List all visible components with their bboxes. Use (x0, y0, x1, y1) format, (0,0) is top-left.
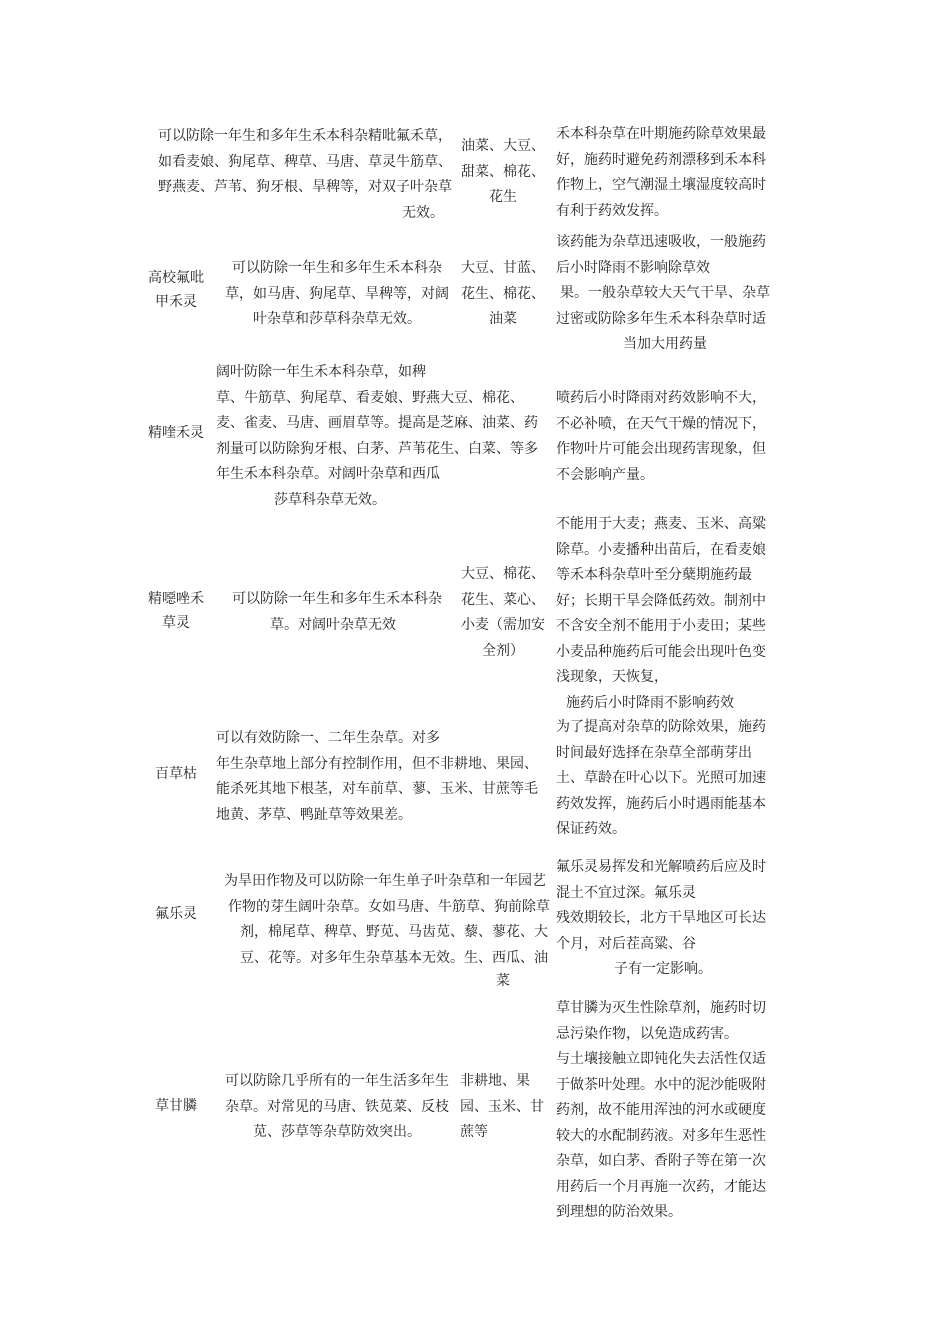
text-line: 氟乐灵易挥发和光解喷药后应及时 (556, 859, 766, 875)
effect-cell (216, 360, 546, 513)
text-line: 作物叶片可能会出现药害现象，但 (556, 441, 766, 457)
text-line: 浅现象，天恢复， (556, 669, 668, 685)
text-line: 好；长期干旱会降低药效。制剂中 (556, 592, 766, 609)
text-line: 油菜 (489, 311, 517, 327)
text-line: 果。一般杂草较大天气干旱、杂草 (560, 285, 770, 301)
text-line: 该药能为杂草迅速吸收，一般施药 (556, 234, 766, 250)
effect-cell (212, 1069, 462, 1146)
text-line: 草，如马唐、狗尾草、旱稗等，对阔 (225, 285, 449, 302)
text-line: 蔗等 (460, 1124, 488, 1140)
text-line: 如看麦娘、狗尾草、稗草、马唐、草灵牛筋草、 (158, 153, 452, 170)
text-line: 园、玉米、甘 (460, 1098, 544, 1115)
text-line: 草。对阔叶杂草无效 (270, 616, 396, 633)
text-line: 个月，对后茬高粱、谷 (556, 935, 696, 952)
text-line: 可以防除一年生和多年生禾本科杂 (232, 591, 442, 607)
text-line: 野燕麦、芦苇、狗牙根、旱稗等，对双子叶杂草 (158, 179, 452, 195)
note-cell (556, 512, 774, 716)
text-line: 甲禾灵 (155, 294, 197, 310)
text-line: 精喹禾灵 (148, 425, 204, 441)
effect-cell (212, 256, 462, 333)
effect-cell (224, 869, 554, 971)
text-line: 阔叶防除一年生禾本科杂草，如稗 (216, 364, 426, 380)
text-line: 忌污染作物，以免造成药害。 (556, 1025, 738, 1042)
text-line: 与土壤接触立即钝化失去活性仅适 (556, 1051, 766, 1067)
text-line: 氟乐灵 (155, 906, 197, 922)
text-line: 菜 (496, 973, 510, 989)
text-line: 杂草。对常见的马唐、铁苋菜、反枝 (225, 1098, 449, 1115)
text-line: 豆、花等。对多年生杂草基本无效。生、西瓜、油 (240, 949, 548, 966)
text-line: 花生 (489, 189, 517, 205)
text-line: 用药后一个月再施一次药，才能达 (556, 1178, 766, 1195)
text-line: 能杀死其地下根茎，对车前草、蓼、玉米、甘蔗等毛 (216, 781, 538, 797)
text-line: 于做茶叶处理。水中的泥沙能吸附 (556, 1076, 766, 1093)
crop-cell (458, 969, 548, 995)
text-line: 年生杂草地上部分有控制作用，但不非耕地、果园、 (216, 755, 538, 772)
text-line: 禾本科杂草在叶期施药除草效果最 (556, 126, 766, 142)
text-line: 杂草，如白茅、香附子等在第一次 (556, 1153, 766, 1169)
text-line: 花生、棉花、 (461, 285, 545, 302)
herbicide-name (140, 587, 212, 635)
text-line: 为了提高对杂草的防除效果，施药 (556, 719, 766, 735)
text-line: 草灵 (162, 615, 190, 631)
text-line: 子有一定影响。 (614, 961, 712, 977)
text-line: 剂，棉尾草、稗草、野苋、马齿苋、藜、蓼花、大 (240, 924, 548, 940)
note-cell (556, 715, 774, 843)
note-cell (556, 230, 774, 358)
text-line: 地黄、茅草、鸭趾草等效果差。 (216, 806, 412, 823)
text-line: 大豆、棉花、 (461, 566, 545, 582)
text-line: 残效期较长，北方干旱地区可长达 (556, 910, 766, 926)
note-cell (556, 996, 774, 1226)
crop-cell (458, 256, 548, 333)
text-line: 大豆、甘蓝、 (461, 260, 545, 276)
text-line: 可以防除一年生和多年生禾本科杂 (232, 260, 442, 276)
herbicide-name (140, 902, 212, 926)
crop-cell (458, 134, 548, 211)
text-line: 施药后小时降雨不影响药效 (566, 694, 734, 711)
herbicide-name (140, 421, 212, 445)
text-line: 可以防除一年生和多年生禾本科杂精吡氟禾草， (158, 128, 452, 144)
text-line: 后小时降雨不影响除草效 (556, 259, 710, 276)
text-line: 等禾本科杂草叶至分蘖期施药最 (556, 567, 752, 583)
text-line: 除草。小麦播种出苗后，在看麦娘 (556, 541, 766, 558)
text-line: 小麦（需加安 (461, 617, 545, 633)
text-line: 非耕地、果 (460, 1073, 530, 1089)
text-line: 保证药效。 (556, 821, 626, 837)
herbicide-name (140, 266, 212, 314)
herbicide-name (140, 1094, 212, 1118)
text-line: 土、草龄在叶心以下。光照可加速 (556, 770, 766, 786)
note-cell (556, 122, 774, 224)
text-line: 甜菜、棉花、 (461, 163, 545, 180)
text-line: 可以有效防除一、二年生杂草。对多 (216, 730, 440, 746)
text-line: 混土不宜过深。氟乐灵 (556, 884, 696, 901)
text-line: 作物上，空气潮湿土壤湿度较高时 (556, 177, 766, 193)
text-line: 苋、莎草等杂草防效突出。 (253, 1124, 421, 1140)
text-line: 作物的芽生阔叶杂草。女如马唐、牛筋草、狗前除草 (228, 898, 550, 915)
text-line: 草甘膦为灭生性除草剂，施药时切 (556, 1000, 766, 1016)
effect-cell (158, 124, 452, 226)
text-line: 药剂，故不能用浑浊的河水或硬度 (556, 1102, 766, 1118)
text-line: 为旱田作物及可以防除一年生单子叶杂草和一年园艺 (224, 873, 546, 889)
text-line: 叶杂草和莎草科杂草无效。 (253, 311, 421, 327)
text-line: 好，施药时避免药剂漂移到禾本科 (556, 151, 766, 168)
text-line: 不能用于大麦；燕麦、玉米、高粱 (556, 516, 766, 532)
text-line: 有利于药效发挥。 (556, 202, 668, 219)
text-line: 草甘膦 (155, 1098, 197, 1114)
text-line: 过密或防除多年生禾本科杂草时适 (556, 310, 766, 327)
text-line: 无效。 (402, 204, 444, 221)
effect-cell (216, 726, 546, 828)
text-line: 不会影响产量。 (556, 466, 654, 483)
text-line: 小麦品种施药后可能会出现叶色变 (556, 643, 766, 660)
text-line: 精噁唑禾 (148, 591, 204, 607)
text-line: 油菜、大豆、 (461, 138, 545, 154)
text-line: 剂量可以防除狗牙根、白茅、芦苇花生、白菜、等多 (216, 440, 538, 457)
text-line: 花生、菜心、 (461, 591, 545, 608)
text-line: 高校氟吡 (148, 270, 204, 286)
text-line: 当加大用药量 (623, 336, 707, 352)
herbicide-name (140, 762, 212, 786)
text-line: 莎草科杂草无效。 (274, 491, 386, 508)
crop-cell (460, 1069, 550, 1146)
crop-cell (458, 562, 548, 664)
text-line: 到理想的防治效果。 (556, 1204, 682, 1220)
text-line: 年生禾本科杂草。对阔叶杂草和西瓜 (216, 466, 440, 482)
text-line: 全剂） (482, 642, 524, 659)
text-line: 百草枯 (155, 766, 197, 782)
text-line: 喷药后小时降雨对药效影响不大， (556, 390, 766, 406)
text-line: 时间最好选择在杂草全部萌芽出 (556, 744, 752, 761)
text-line: 较大的水配制药液。对多年生恶性 (556, 1127, 766, 1144)
text-line: 可以防除几乎所有的一年生活多年生 (225, 1073, 449, 1089)
text-line: 不必补喷，在天气干燥的情况下， (556, 415, 766, 432)
effect-cell (212, 587, 462, 638)
text-line: 草、牛筋草、狗尾草、看麦娘、野燕大豆、棉花、 (216, 389, 524, 406)
note-cell (556, 855, 774, 983)
text-line: 药效发挥，施药后小时遇雨能基本 (556, 795, 766, 812)
text-line: 麦、雀麦、马唐、画眉草等。提高是芝麻、油菜、药 (216, 415, 538, 431)
text-line: 不含安全剂不能用于小麦田；某些 (556, 618, 766, 634)
note-cell (556, 386, 774, 488)
